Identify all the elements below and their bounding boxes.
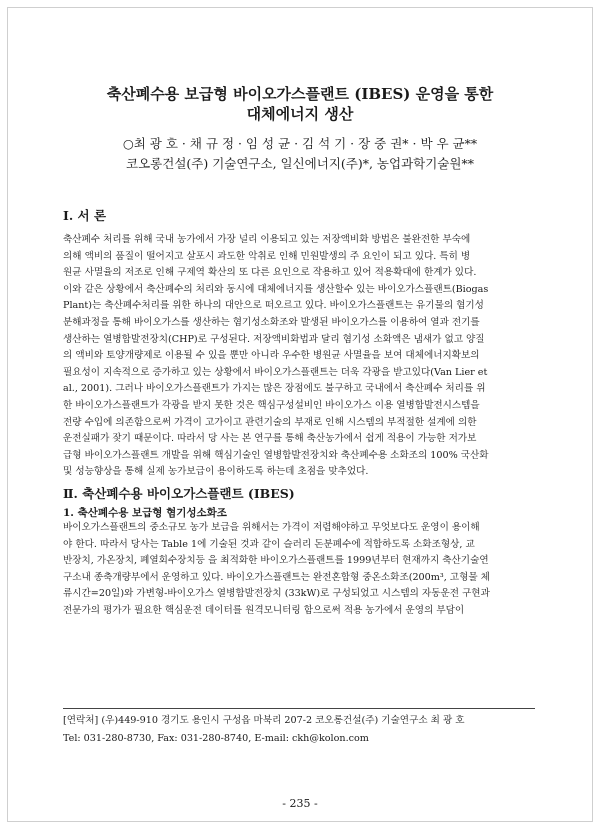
contact-footnote	[63, 712, 543, 748]
footnote-divider	[63, 708, 535, 709]
contact-phone-email: Tel: 031-280-8730, Fax: 031-280-8740, E-mail: ckh@kolon.com	[63, 733, 369, 744]
text-line: 급형 바이오가스플랜트 개발을 위해 핵심기술인 열병합발전장치와 축산폐수용 소화조의 100% 국산화	[63, 449, 489, 461]
section-heading-introduction: Ⅰ. 서 론	[63, 208, 107, 223]
author-affiliations: 코오롱건설(주) 기술연구소, 일신에너지(주)*, 농업과학기술원**	[126, 156, 474, 171]
text-line: 필요성이 지속적으로 증가하고 있는 상황에서 바이오가스플랜트는 더욱 각광을 받고있다(Van Lier et	[63, 366, 488, 378]
paper-title	[40, 84, 560, 124]
subsection-heading-digester: 1. 축산폐수용 보급형 혐기성소화조	[63, 507, 227, 519]
text-line: 류시간=20일)와 가변형-바이오가스 열병합발전장치 (33kW)로 구성되었고 시스템의 자동운전 구현과	[63, 588, 490, 600]
author-names: ○최 광 호 · 채 규 정 · 임 성 균 · 김 석 기 · 장 중 권* · 박 우 균**	[122, 136, 478, 151]
text-line: 운전실패가 잦기 때문이다. 따라서 당 사는 본 연구를 통해 축산농가에서 쉽게 적용이 가능한 저가보	[63, 433, 477, 445]
biogas-plant-paragraph	[63, 520, 535, 620]
text-line: 의 액비와 토양개량제로 이용될 수 있을 뿐만 아니라 우수한 병원균 사멸율을 보여 대체에너지확보의	[63, 350, 480, 362]
title-line-2: 대체에너지 생산	[246, 105, 354, 123]
text-line: 한 바이오가스플랜트가 각광을 받지 못한 것은 핵심구성설비인 바이오가스 이용 열병합발전시스템을	[63, 399, 480, 411]
text-line: 전문가의 평가가 필요한 핵심운전 데이터를 원격모니터링 함으로써 적용 농가에서 운영의 부담이	[63, 604, 465, 616]
text-line: 의해 액비의 품질이 떨어지고 살포시 과도한 악취로 인해 민원발생의 주 요인이 되고 있다. 특히 병	[63, 250, 471, 262]
introduction-paragraph	[63, 232, 535, 481]
text-line: al., 2001). 그러나 바이오가스플랜트가 가지는 많은 장점에도 불구하고 국내에서 축산폐수 처리를 위	[63, 383, 486, 395]
text-line: 축산폐수 처리를 위해 국내 농가에서 가장 널리 이용되고 있는 저장액비화 방법은 불완전한 부숙에	[63, 234, 471, 245]
title-line-1: 축산폐수용 보급형 바이오가스플랜트 (IBES) 운영을 통한	[106, 85, 494, 103]
text-line: 반장치, 가온장치, 폐열회수장치등 을 최적화한 바이오가스플랜트를 1999년부터 현재까지 축산기술연	[63, 555, 489, 567]
text-line: 원균 사멸율의 저조로 인해 구제역 확산의 또 다른 요인으로 작용하고 있어 적용확대에 한계가 있다.	[63, 267, 477, 279]
section-heading-biogas-plant: Ⅱ. 축산폐수용 바이오가스플랜트 (IBES)	[63, 486, 295, 501]
text-line: 생산하는 열병합발전장치(CHP)로 구성된다. 저장액비화법과 달리 혐기성 소화액은 냄새가 없고 양질	[63, 333, 485, 345]
text-line: 바이오가스플랜트의 중소규모 농가 보급을 위해서는 가격이 저렴해야하고 무엇보다도 운영이 용이해	[63, 522, 480, 533]
author-block	[40, 134, 560, 174]
text-line: 및 성능향상을 통해 실제 농가보급이 용이하도록 하는데 초점을 맞추었다.	[63, 466, 369, 478]
text-line: 전량 수입에 의존함으로써 가격이 고가이고 관련기술의 부재로 인해 시스템의 부적절한 설계에 의한	[63, 416, 477, 428]
text-line: Plant)는 축산폐수처리를 위한 하나의 대안으로 떠오르고 있다. 바이오가스플랜트는 유기물의 혐기성	[63, 300, 484, 312]
page-number: - 235 -	[282, 797, 318, 810]
text-line: 구소내 종축개량부에서 운영하고 있다. 바이오가스플랜트는 완전혼합형 중온소화조(200m³, 고형물 체	[63, 571, 490, 583]
text-line: 분해과정을 통해 바이오가스를 생산하는 혐기성소화조와 발생된 바이오가스를 이용하여 열과 전기를	[63, 316, 480, 328]
text-line: 이와 같은 상황에서 축산폐수의 처리와 동시에 대체에너지를 생산할수 있는 바이오가스플랜트(Biogas	[63, 283, 489, 295]
contact-address: [연락처] (우)449-910 경기도 용인시 구성읍 마북리 207-2 코오롱건설(주) 기술연구소 최 광 호	[63, 715, 465, 726]
text-line: 야 한다. 따라서 당사는 Table 1에 기술된 것과 같이 슬러리 돈분폐수에 적합하도록 소화조형상, 교	[63, 538, 475, 550]
